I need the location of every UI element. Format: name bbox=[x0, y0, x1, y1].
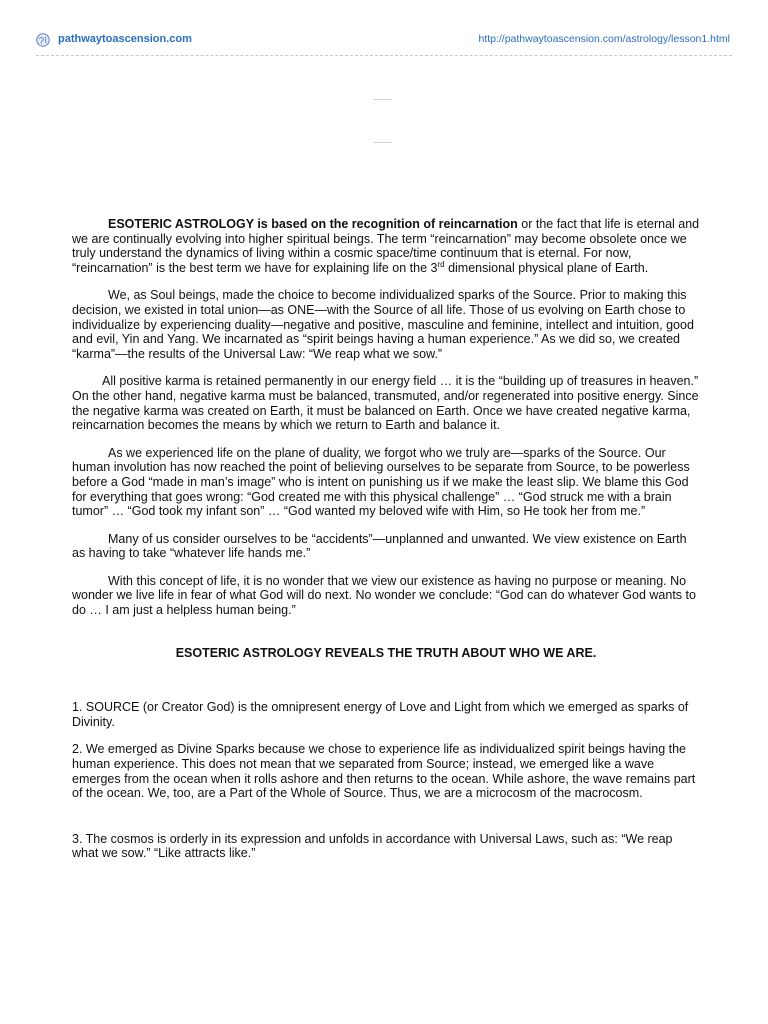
list-item-1: 1. SOURCE (or Creator God) is the omnipresent energy of Love and Light from which we emerged as sparks of Divinity. bbox=[72, 700, 689, 729]
paragraph-2-text: We, as Soul beings, made the choice to become individualized sparks of the Source. Prior to making this decision, we existed in total union—as ONE—with the Source of all life. Those of us evolving on Earth chose to individualize by experiencing duality—negative and positive, masculine and feminine, intellect and intuition, good and evil, Yin and Yang. We incarnated as “spirit beings having a human experience.” As we did so, we created “karma”—the results of the Universal Law: “We reap what we sow.” bbox=[72, 288, 694, 361]
paragraph-4 bbox=[72, 446, 700, 519]
paragraph-6-text: With this concept of life, it is no wonder that we view our existence as having no purpose or meaning. No wonder we live life in fear of what God will do next. No wonder we conclude: “God can do whatever God wants to do … I am just a helpless human being.” bbox=[72, 573, 696, 618]
ordinal-suffix: rd bbox=[437, 259, 445, 269]
section-heading: ESOTERIC ASTROLOGY REVEALS THE TRUTH ABOUT WHO WE ARE. bbox=[175, 645, 597, 660]
paragraph-2 bbox=[72, 288, 700, 361]
paragraph-1-end: dimensional physical plane of Earth. bbox=[444, 260, 649, 275]
list-item-3: 3. The cosmos is orderly in its expression and unfolds in accordance with Universal Laws, such as: “We reap what we sow.” “Like attracts like.” bbox=[72, 831, 673, 861]
page-header bbox=[36, 32, 734, 52]
site-link[interactable]: pathwaytoascension.com bbox=[58, 33, 192, 45]
paragraph-6 bbox=[72, 574, 700, 618]
bold-lead: ESOTERIC ASTROLOGY is based on the recognition of reincarnation bbox=[108, 217, 518, 231]
document-body bbox=[72, 217, 700, 874]
paragraph-3-text: All positive karma is retained permanently in our energy field … it is the “building up of treasures in heaven.” On the other hand, negative karma must be balanced, transmuted, and/or regenerated into positive energy. Since the negative karma was created on Earth, it must be balanced on Earth. Once we have created negative karma, reincarnation becomes the means by which we return to Earth and balance it. bbox=[72, 374, 699, 433]
page-url-link[interactable]: http://pathwaytoascension.com/astrology/lesson1.html bbox=[478, 33, 730, 45]
globe-icon bbox=[36, 33, 50, 47]
divider-mark bbox=[374, 142, 392, 143]
paragraph-5-text: Many of us consider ourselves to be “accidents”—unplanned and unwanted. We view existence on Earth as having to take “whatever life hands me.” bbox=[72, 531, 687, 561]
divider-mark bbox=[374, 99, 392, 100]
paragraph-1 bbox=[72, 217, 700, 275]
header-divider bbox=[36, 55, 732, 56]
list-item-2: 2. We emerged as Divine Sparks because we chose to experience life as individualized spirit beings having the human experience. This does not mean that we separated from Source; instead, we emerged like a wave emerges from the ocean when it rolls ashore and then returns to the ocean. While ashore, the wave remains part of the ocean. We, too, are a Part of the Whole of Source. Thus, we are a microcosm of the macrocosm. bbox=[72, 742, 696, 801]
paragraph-1-text: or the fact that life is eternal and we are continually evolving into higher spiritual beings. The term “reincarnation” may become obsolete once we truly understand the dynamics of living within a cosmic space/time continuum that is eternal. For now, “reincarnation” is the best term we have for explaining life on the 3 bbox=[72, 217, 700, 275]
paragraph-5 bbox=[72, 532, 700, 561]
paragraph-3 bbox=[72, 374, 700, 432]
paragraph-4-text: As we experienced life on the plane of duality, we forgot who we truly are—sparks of the Source. Our human involution has now reached the point of believing ourselves to be separate from Source, to be powerless before a God “made in man’s image” who is intent on punishing us if we make the least slip. We blame this God for everything that goes wrong: “God created me with this physical challenge” … “God struck me with a brain tumor” … “God took my infant son” … “God wanted my beloved wife with Him, so He took her from me.” bbox=[72, 445, 690, 519]
